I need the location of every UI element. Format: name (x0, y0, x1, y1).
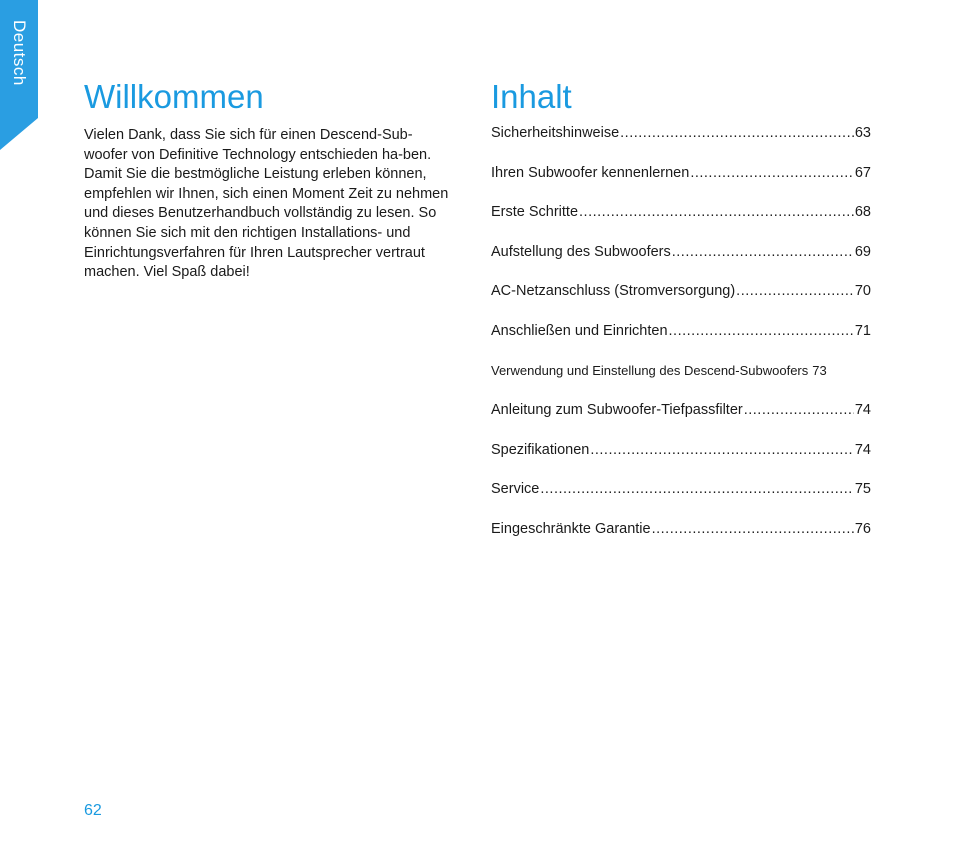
toc-entry-title: Verwendung und Einstellung des Descend-Subwoofers (491, 362, 809, 378)
toc-entry-page: 69 (854, 243, 871, 260)
toc-leader (672, 244, 854, 260)
toc-leader (540, 481, 854, 497)
toc-entry-page: 75 (854, 481, 871, 498)
toc-entry-page: 68 (854, 204, 871, 221)
toc-entry[interactable] (491, 165, 871, 205)
toc-entry-page: 67 (854, 164, 871, 181)
toc-entry[interactable] (491, 204, 871, 244)
toc-entry-page: 63 (854, 125, 871, 141)
toc-leader (620, 125, 854, 141)
table-of-contents (491, 125, 871, 561)
toc-entry-page: 74 (854, 402, 871, 419)
toc-leader (690, 165, 854, 181)
toc-entry-title: Service (491, 481, 540, 498)
toc-entry[interactable] (491, 481, 871, 521)
toc-leader (652, 521, 854, 537)
toc-entry-page: 70 (854, 283, 871, 300)
welcome-text: Vielen Dank, dass Sie sich für einen Descend-Sub-woofer von Definitive Technology entschieden ha-ben. Damit Sie die bestmögliche Leistung erleben können, empfehlen wir Ihnen, sich einen Moment Zeit zu nehmen und dieses Benutzerhandbuch vollständig zu lesen. So können Sie sich mit den richtigen Installations- und Einrichtungsverfahren für Ihren Lautsprecher vertraut machen. Viel Spaß dabei! (84, 127, 449, 281)
welcome-title: Willkommen (84, 78, 264, 115)
toc-title: Inhalt (491, 78, 572, 115)
toc-entry-page: 76 (854, 520, 871, 537)
toc-entry[interactable] (491, 323, 871, 363)
toc-entry[interactable] (491, 402, 871, 442)
toc-leader (579, 204, 854, 220)
toc-entry-title: Sicherheitshinweise (491, 125, 620, 141)
toc-entry-title: Eingeschränkte Garantie (491, 520, 651, 537)
toc-entry[interactable] (491, 125, 871, 165)
toc-entry-title: Anleitung zum Subwoofer-Tiefpassfilter (491, 402, 743, 419)
toc-entry[interactable] (491, 244, 871, 284)
toc-entry-page: 73 (812, 362, 827, 378)
language-tab (0, 0, 38, 150)
toc-leader (736, 283, 854, 299)
toc-entry[interactable] (491, 283, 871, 323)
toc-entry[interactable] (491, 363, 871, 403)
toc-entry[interactable] (491, 442, 871, 482)
toc-entry-page: 71 (854, 322, 871, 339)
toc-leader (669, 323, 854, 339)
toc-entry[interactable] (491, 521, 871, 561)
toc-leader (590, 442, 854, 458)
toc-entry-title: Anschließen und Einrichten (491, 322, 668, 339)
toc-entry-title: AC-Netzanschluss (Stromversorgung) (491, 283, 736, 300)
toc-leader (744, 402, 854, 418)
toc-entry-page: 74 (854, 441, 871, 458)
toc-entry-title: Ihren Subwoofer kennenlernen (491, 164, 690, 181)
language-label: Deutsch (10, 20, 29, 86)
toc-entry-title: Spezifikationen (491, 441, 590, 458)
toc-entry-title: Erste Schritte (491, 204, 579, 221)
page-number: 62 (84, 802, 102, 819)
toc-entry-title: Aufstellung des Subwoofers (491, 243, 671, 260)
